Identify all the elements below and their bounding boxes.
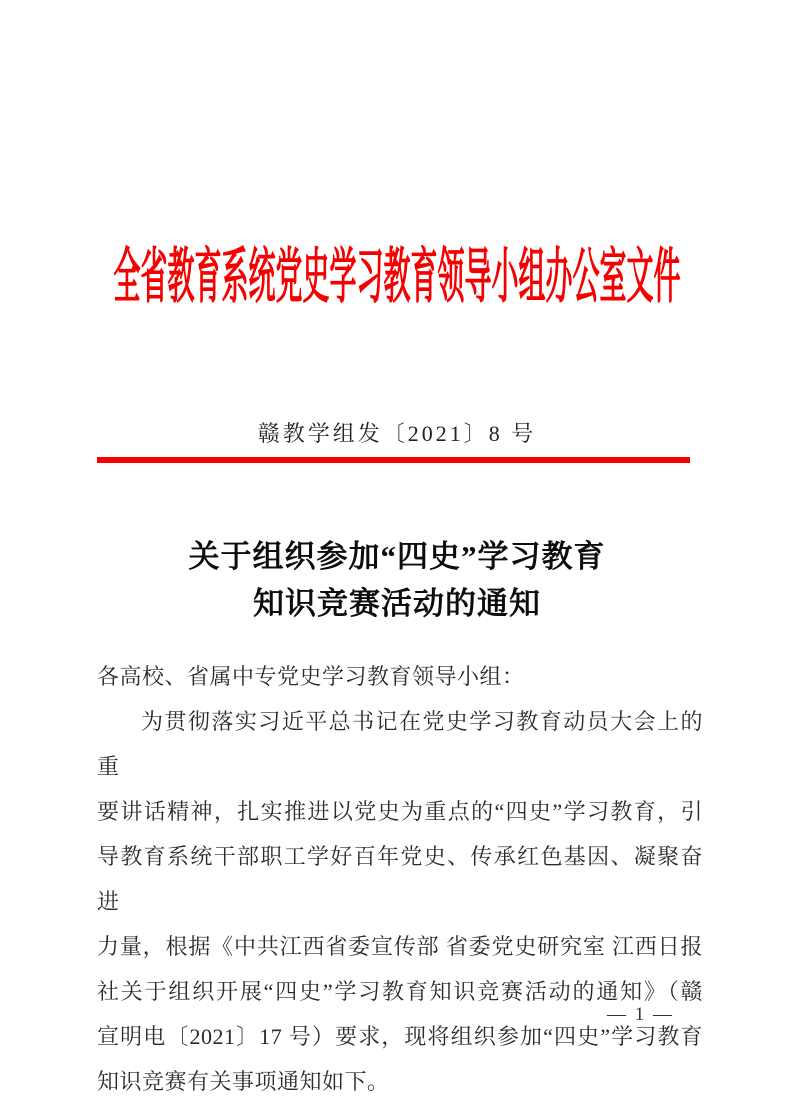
document-title <box>0 533 794 627</box>
body-line: 知识竞赛有关事项通知如下。 <box>97 1069 390 1094</box>
letterhead-title: 全省教育系统党史学习教育领导小组办公室文件 <box>113 244 681 310</box>
document-body <box>97 654 703 1104</box>
body-line: 导教育系统干部职工学好百年党史、传承红色基因、凝聚奋进 <box>97 844 703 914</box>
document-title-line-2: 知识竞赛活动的通知 <box>253 586 541 621</box>
body-line: 为贯彻落实习近平总书记在党史学习教育动员大会上的重 <box>97 709 703 779</box>
body-line: 宣明电〔2021〕17 号）要求，现将组织参加“四史”学习教育 <box>97 1024 703 1049</box>
page-number: — 1 — <box>607 1004 674 1025</box>
body-line: 要讲话精神，扎实推进以党史为重点的“四史”学习教育，引 <box>97 799 703 824</box>
body-line: 力量，根据《中共江西省委宣传部 省委党史研究室 江西日报 <box>97 934 703 959</box>
body-line-salutation: 各高校、省属中专党史学习教育领导小组： <box>97 664 525 689</box>
letterhead <box>0 242 794 312</box>
document-title-line-1: 关于组织参加“四史”学习教育 <box>188 539 606 574</box>
document-number: 赣教学组发〔2021〕8 号 <box>257 421 537 446</box>
body-line: 社关于组织开展“四史”学习教育知识竞赛活动的通知》（赣 <box>97 979 703 1004</box>
red-divider-line <box>97 457 690 463</box>
